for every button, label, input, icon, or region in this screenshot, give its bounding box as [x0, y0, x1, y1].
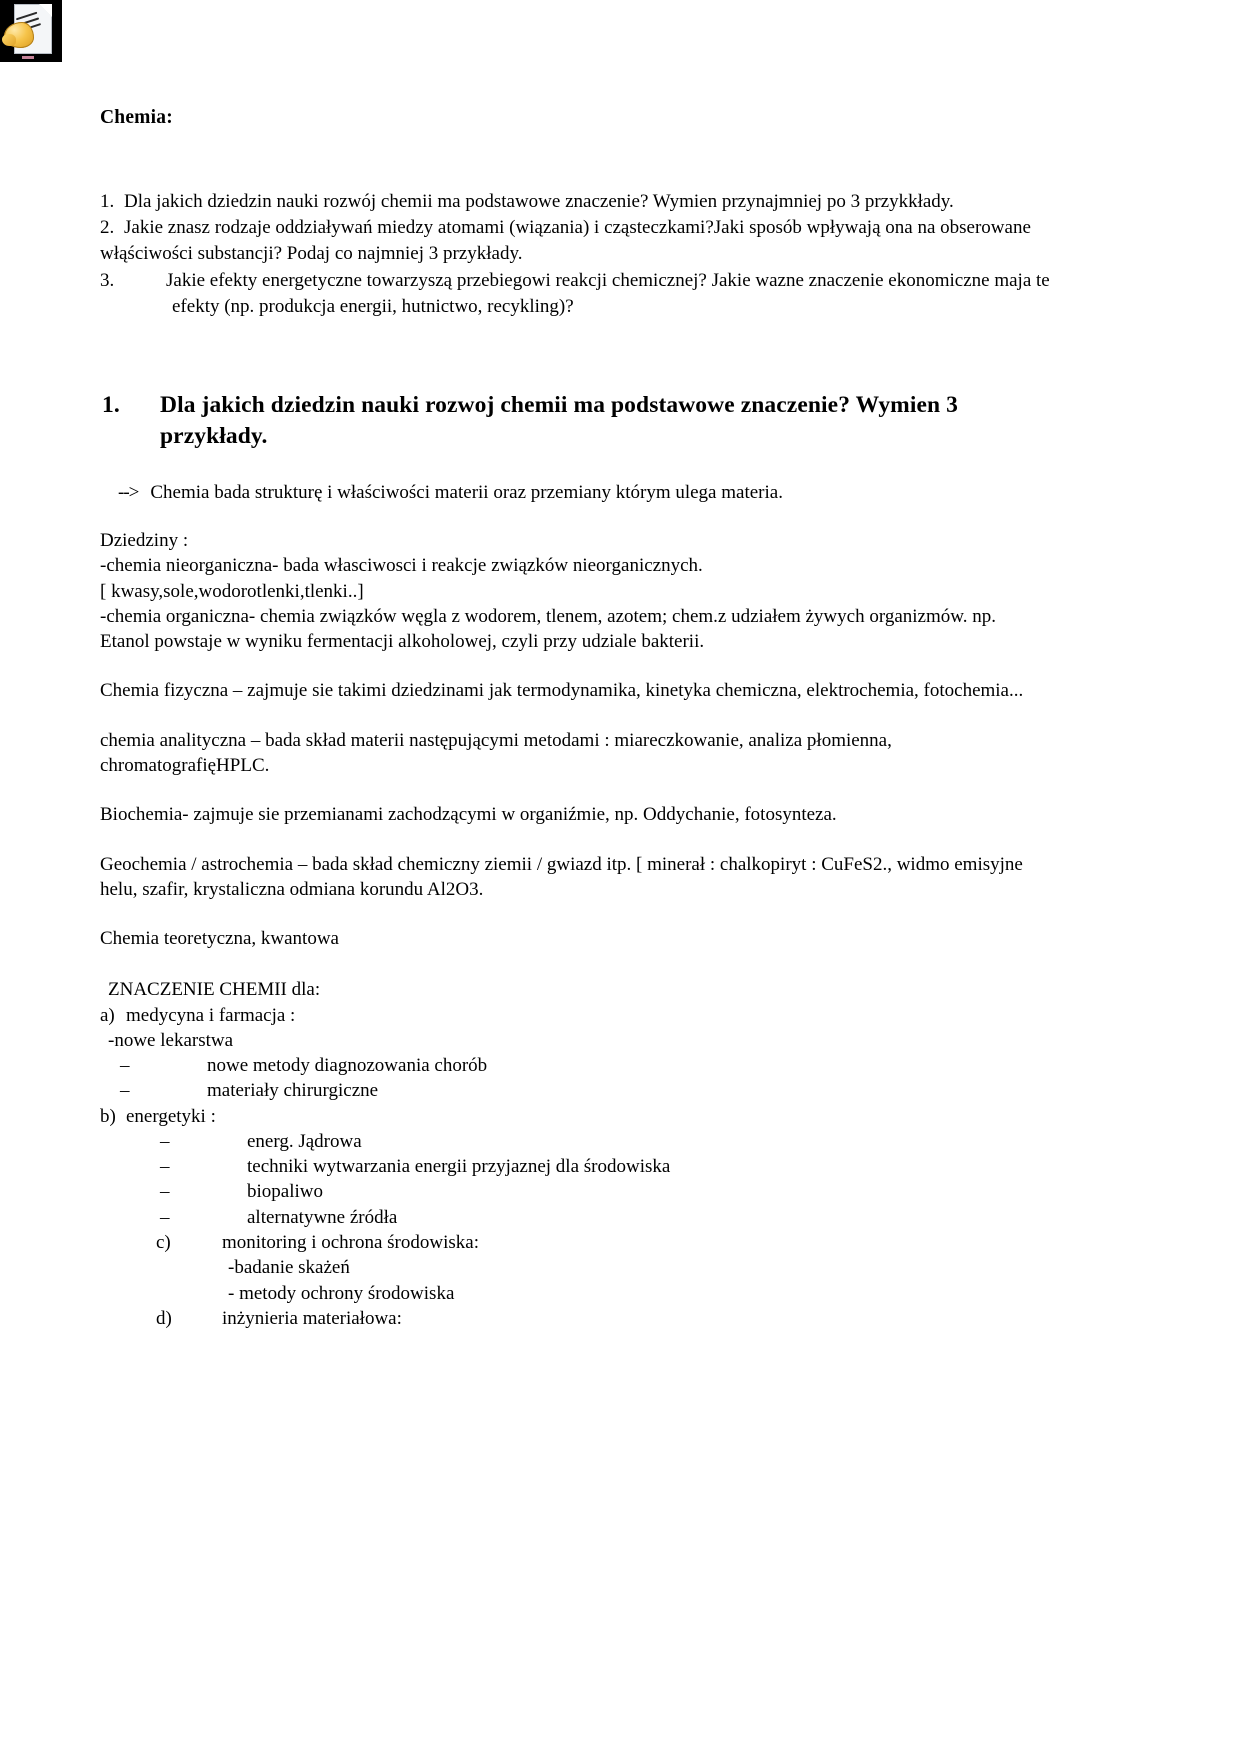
znaczenie-heading: ZNACZENIE CHEMII dla: — [108, 979, 321, 1001]
question-1-text: Dla jakich dziedzin nauki rozwój chemii ma podstawowe znaczenie? Wymien przynajmniej po 3 przykkłady. — [124, 191, 954, 212]
znaczenie-dash-techniki — [100, 1154, 1050, 1179]
znaczenie-dash-jadrowa-text: energ. Jądrowa — [247, 1130, 362, 1152]
znaczenie-item-nowe-lekarstwa: -nowe lekarstwa — [108, 1029, 234, 1051]
question-item-2 — [100, 215, 1050, 267]
dziedziny-item-3: -chemia organiczna- chemia związków węgla z wodorem, tlenem, azotem; chem.z udziałem żywych organizmów. np. Etanol powstaje w wyniku fermentacji alkoholowej, czyli przy udziale bakterii. — [100, 605, 996, 653]
icon-pink-mark — [22, 56, 34, 59]
znaczenie-dash-materialy-text: materiały chirurgiczne — [207, 1080, 379, 1102]
znaczenie-section — [100, 977, 1050, 1331]
answer-heading — [100, 390, 1050, 452]
znaczenie-item-d-text: inżynieria materiałowa: — [222, 1307, 402, 1329]
znaczenie-dash-biopaliwo — [100, 1179, 1050, 1204]
znaczenie-dash-diagnozowanie — [100, 1053, 1050, 1078]
znaczenie-dash-jadrowa — [100, 1129, 1050, 1154]
answer-heading-text: Dla jakich dziedzin nauki rozwoj chemii ma podstawowe znaczenie? Wymien 3 przykłady. — [160, 392, 959, 450]
answer-arrow-text: Chemia bada strukturę i właściwości materii oraz przemiany którym ulega materia. — [150, 482, 783, 504]
document-with-quill-icon — [0, 0, 62, 62]
question-3-number: 3. — [100, 269, 115, 291]
znaczenie-dash-alternatywne-text: alternatywne źródła — [247, 1206, 398, 1228]
marker-a: a) — [100, 1004, 115, 1026]
paragraph-biochemia: Biochemia- zajmuje sie przemianami zachodzącymi w organiźmie, np. Oddychanie, fotosynteza. — [100, 804, 837, 826]
marker-b: b) — [100, 1105, 116, 1127]
question-item-3 — [100, 268, 1050, 320]
section-spacer — [100, 951, 1050, 977]
dziedziny-item-1: -chemia nieorganiczna- bada własciwosci i reakcje związków nieorganicznych. — [100, 555, 703, 577]
dash-marker-icon: – — [160, 1206, 170, 1228]
znaczenie-item-metody-ochrony: - metody ochrony środowiska — [228, 1282, 455, 1304]
arrow-marker-icon: --> — [118, 482, 139, 504]
znaczenie-item-a — [100, 1003, 1050, 1028]
znaczenie-item-badanie-skazen: -badanie skażeń — [228, 1257, 350, 1279]
question-2-text: Jakie znasz rodzaje oddziaływań miedzy atomami (wiązania) i cząsteczkami?Jaki sposób wpływają ona na obserowane włąściwości substancji? Podaj co najmniej 3 przykłady. — [100, 217, 1031, 265]
question-1-number: 1. — [100, 191, 115, 212]
dash-marker-icon: – — [160, 1130, 170, 1152]
dash-marker-icon: – — [120, 1055, 130, 1077]
dash-marker-icon: – — [160, 1156, 170, 1178]
document-body — [100, 0, 1050, 1331]
question-2-number: 2. — [100, 217, 115, 239]
icon-thumb-shape — [2, 34, 16, 46]
dziedziny-item-2: [ kwasy,sole,wodorotlenki,tlenki..] — [100, 580, 364, 602]
znaczenie-item-b-text: energetyki : — [126, 1105, 216, 1127]
paragraph-chemia-analityczna: chemia analityczna – bada skład materii następującymi metodami : miareczkowanie, analiza płomienna, chromatografięHPLC. — [100, 729, 892, 776]
znaczenie-dash-materialy — [100, 1078, 1050, 1103]
dash-marker-icon: – — [160, 1181, 170, 1203]
answer-arrow-line — [100, 482, 1050, 504]
paragraph-chemia-teoretyczna: Chemia teoretyczna, kwantowa — [100, 928, 339, 950]
dziedziny-label: Dziedziny : — [100, 530, 189, 552]
question-3-text: Jakie efekty energetyczne towarzyszą przebiegowi reakcji chemicznej? Jakie wazne znaczenie ekonomiczne maja te efekty (np. produkcja energii, hutnictwo, recykling)? — [166, 269, 1050, 317]
question-item-1 — [100, 189, 1050, 215]
znaczenie-item-b — [100, 1104, 1050, 1129]
znaczenie-dash-diagnozowanie-text: nowe metody diagnozowania chorób — [207, 1055, 488, 1077]
page-title: Chemia: — [100, 107, 173, 128]
znaczenie-dash-alternatywne — [100, 1205, 1050, 1230]
marker-c: c) — [156, 1231, 171, 1253]
dash-marker-icon: – — [120, 1080, 130, 1102]
znaczenie-item-d — [100, 1306, 1050, 1331]
question-list — [100, 189, 1050, 320]
paragraph-geochemia: Geochemia / astrochemia – bada skład chemiczny ziemii / gwiazd itp. [ minerał : chalkopiryt : CuFeS2., widmo emisyjne helu, szafir, krystaliczna odmiana korundu Al2O3. — [100, 853, 1023, 900]
znaczenie-item-c — [100, 1230, 1050, 1255]
znaczenie-item-a-text: medycyna i farmacja : — [126, 1004, 296, 1026]
marker-d: d) — [156, 1307, 172, 1329]
paragraph-chemia-fizyczna: Chemia fizyczna – zajmuje sie takimi dziedzinami jak termodynamika, kinetyka chemiczna, elektrochemia, fotochemia... — [100, 680, 1024, 702]
answer-heading-number: 1. — [102, 392, 120, 419]
znaczenie-dash-techniki-text: techniki wytwarzania energii przyjaznej dla środowiska — [247, 1156, 671, 1178]
znaczenie-item-c-text: monitoring i ochrona środowiska: — [222, 1231, 479, 1253]
znaczenie-dash-biopaliwo-text: biopaliwo — [247, 1181, 323, 1203]
